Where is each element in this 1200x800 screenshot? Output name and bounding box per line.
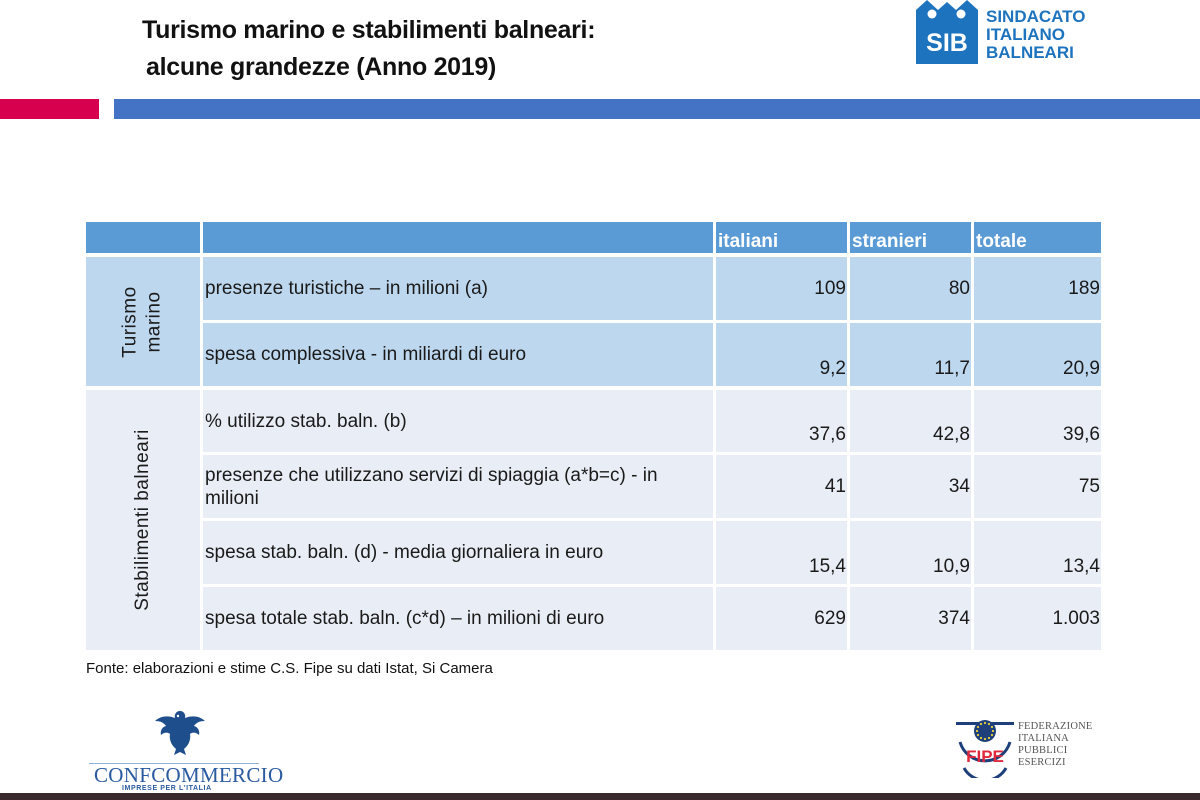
group-label-text — [119, 286, 167, 357]
fipe-line1: FEDERAZIONE — [1018, 721, 1093, 732]
cell-italiani: 41 — [716, 455, 847, 518]
cell-totale: 1.003 — [974, 587, 1101, 650]
group-label-turismo-marino — [86, 257, 200, 386]
cell-totale: 189 — [974, 257, 1101, 320]
header-cell-empty-1 — [86, 222, 200, 253]
fipe-emblem-icon — [952, 712, 1018, 778]
group-label-stabilimenti-balneari — [86, 390, 200, 650]
header-cell-empty-2 — [203, 222, 713, 253]
sib-line3: BALNEARI — [986, 43, 1074, 62]
slide-title-line2: alcune grandezze (Anno 2019) — [146, 53, 497, 81]
sib-house-icon — [916, 0, 978, 64]
cell-totale: 39,6 — [974, 390, 1101, 452]
cell-stranieri: 42,8 — [850, 390, 971, 452]
footer-band — [0, 793, 1200, 800]
cell-totale: 13,4 — [974, 521, 1101, 584]
group-label-line2: marino — [143, 290, 165, 353]
header-totale: totale — [974, 222, 1101, 253]
row-label: spesa totale stab. baln. (c*d) – in milioni di euro — [203, 587, 713, 650]
sib-line1: SINDACATO — [986, 7, 1086, 26]
sib-line2: ITALIANO — [986, 25, 1066, 44]
row-label: spesa complessiva - in miliardi di euro — [203, 323, 713, 386]
fipe-logo — [952, 712, 1112, 788]
confcommercio-tagline: IMPRESE PER L'ITALIA — [122, 785, 212, 792]
cell-italiani: 37,6 — [716, 390, 847, 452]
sib-logo — [916, 0, 1116, 66]
svg-text:FIPE: FIPE — [966, 747, 1004, 766]
row-label: presenze che utilizzano servizi di spiaggia (a*b=c) - in milioni — [203, 455, 713, 518]
row-label: spesa stab. baln. (d) - media giornaliera in euro — [203, 521, 713, 584]
cell-stranieri: 11,7 — [850, 323, 971, 386]
slide-title-line1: Turismo marino e stabilimenti balneari: — [142, 16, 596, 44]
slide-title — [142, 12, 595, 86]
group-label-text: Stabilimenti balneari — [132, 429, 153, 611]
accent-bar-red — [0, 99, 99, 119]
fipe-line3: PUBBLICI — [1018, 745, 1068, 756]
sib-text — [986, 8, 1086, 62]
cell-stranieri: 80 — [850, 257, 971, 320]
row-label: presenze turistiche – in milioni (a) — [203, 257, 713, 320]
confcommercio-name: CONFCOMMERCIO — [94, 763, 284, 787]
cell-totale: 20,9 — [974, 323, 1101, 386]
fipe-text — [1018, 721, 1093, 769]
eagle-icon — [152, 707, 208, 757]
accent-bar-blue — [114, 99, 1200, 119]
cell-italiani: 15,4 — [716, 521, 847, 584]
cell-italiani: 629 — [716, 587, 847, 650]
cell-stranieri: 374 — [850, 587, 971, 650]
svg-text:SIB: SIB — [926, 29, 968, 57]
source-note: Fonte: elaborazioni e stime C.S. Fipe su dati Istat, Si Camera — [86, 660, 493, 677]
cell-stranieri: 10,9 — [850, 521, 971, 584]
header-stranieri: stranieri — [850, 222, 971, 253]
fipe-line2: ITALIANA — [1018, 733, 1069, 744]
cell-italiani: 109 — [716, 257, 847, 320]
group-label-line1: Turismo — [119, 285, 141, 358]
confcommercio-logo — [86, 705, 284, 795]
cell-italiani: 9,2 — [716, 323, 847, 386]
row-label: % utilizzo stab. baln. (b) — [203, 390, 713, 452]
header-italiani: italiani — [716, 222, 847, 253]
cell-stranieri: 34 — [850, 455, 971, 518]
cell-totale: 75 — [974, 455, 1101, 518]
fipe-line4: ESERCIZI — [1018, 757, 1066, 768]
